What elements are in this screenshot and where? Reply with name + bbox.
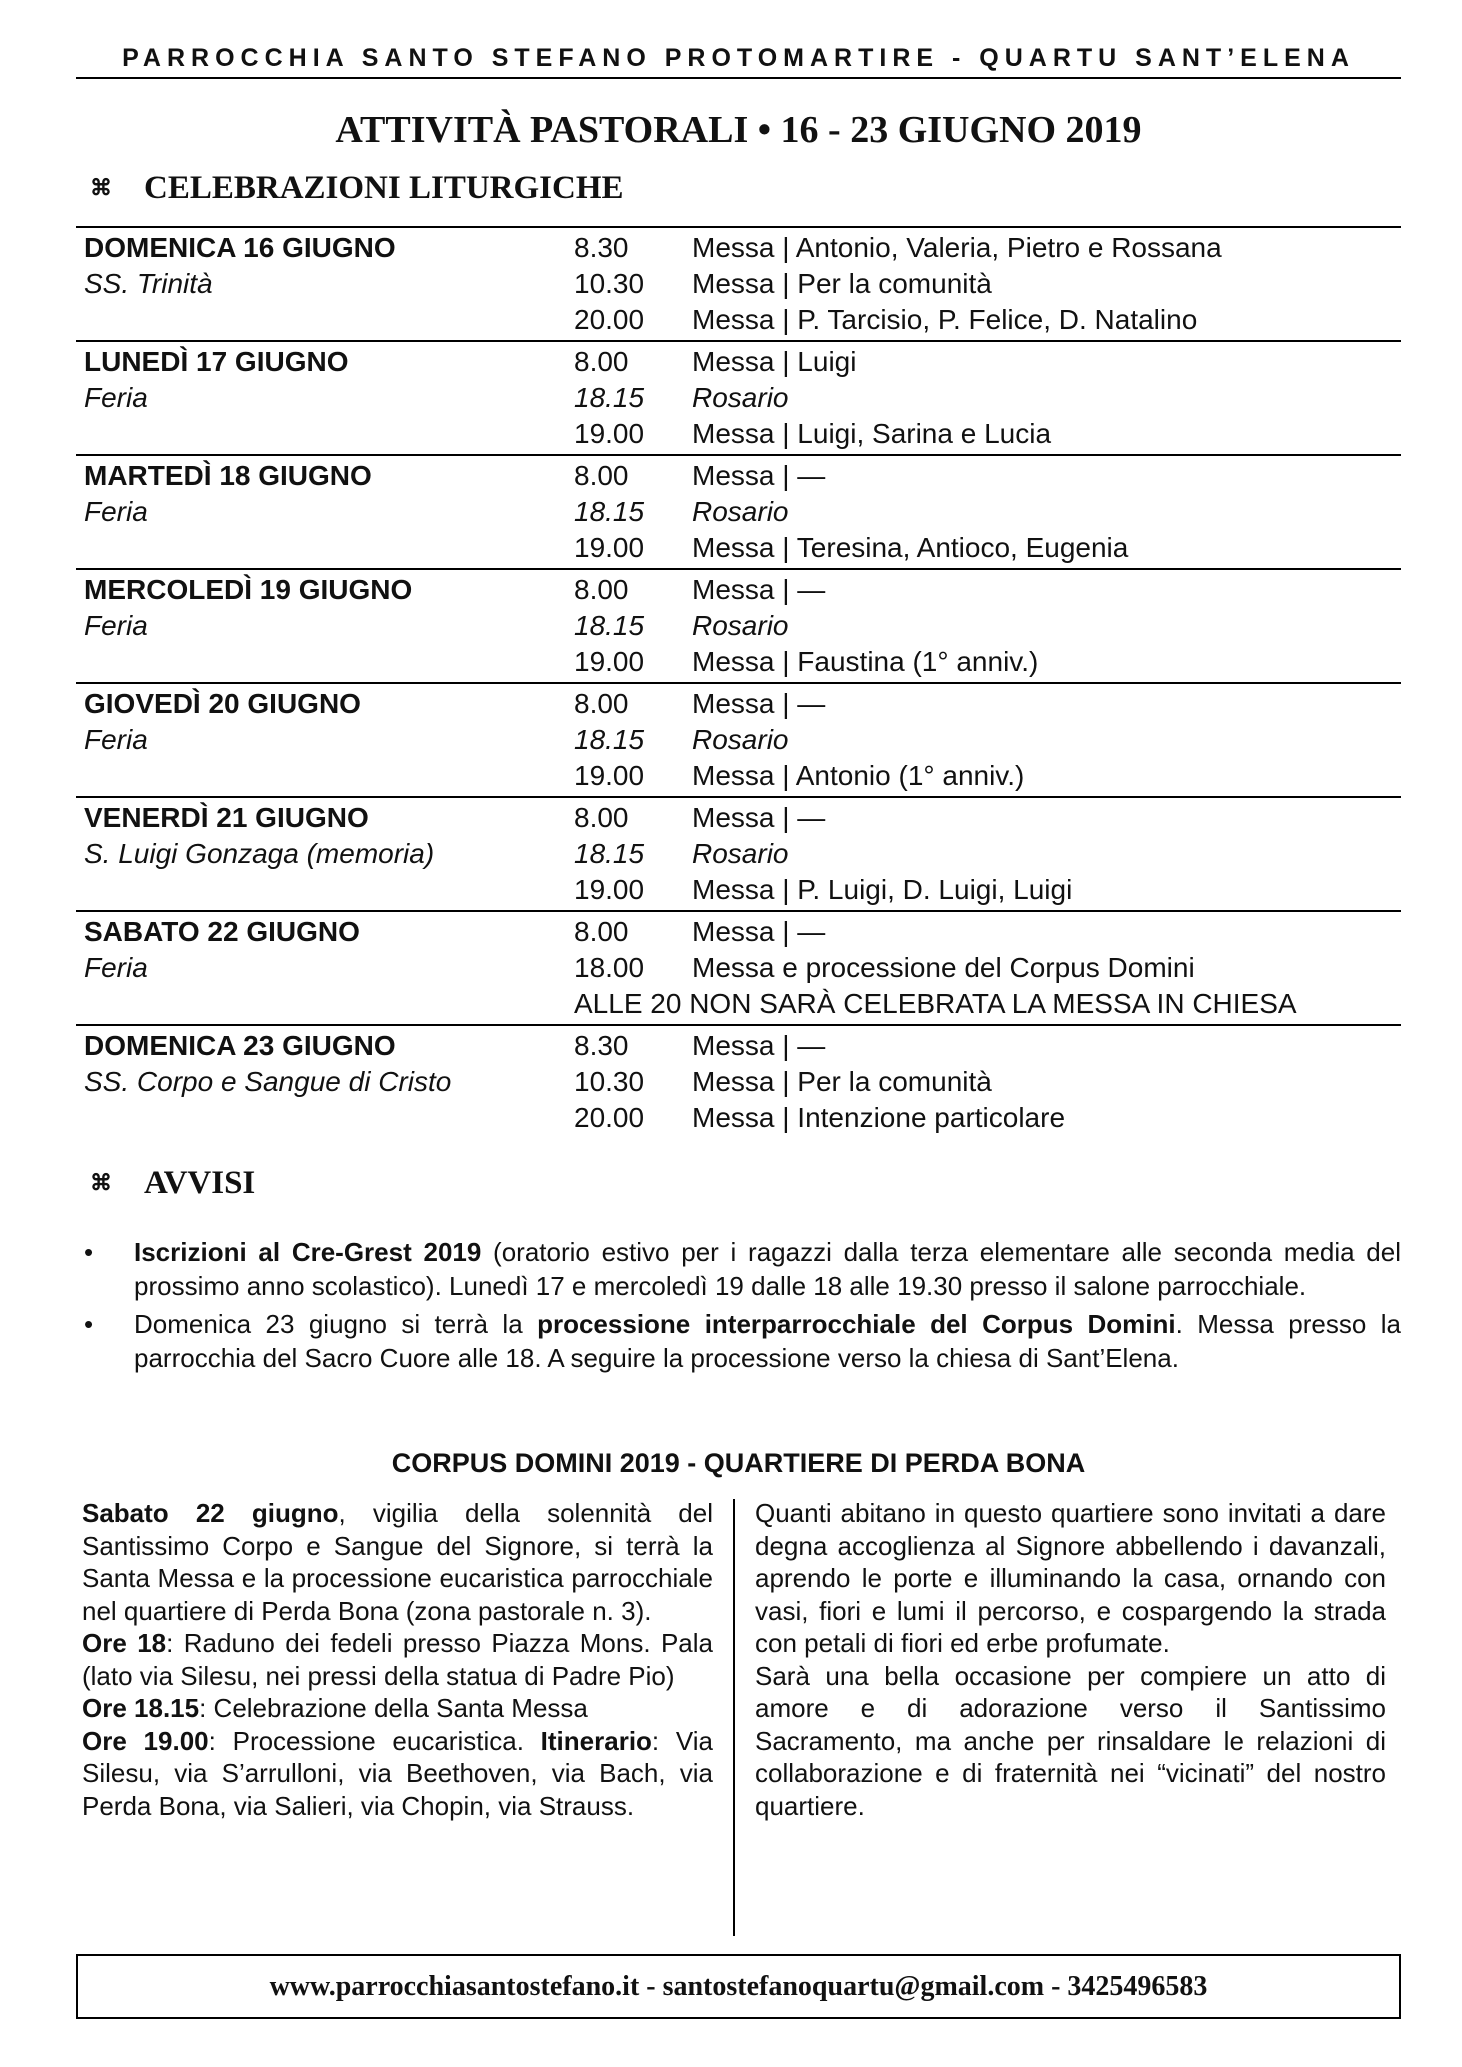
celebration: Messa | Antonio, Valeria, Pietro e Rossana	[692, 232, 1222, 263]
liturgical-day: SS. Trinità	[84, 268, 213, 299]
celebration: Messa | Teresina, Antioco, Eugenia	[692, 532, 1129, 563]
page-title: ATTIVITÀ PASTORALI • 16 - 23 GIUGNO 2019	[335, 109, 1142, 151]
celebration: Messa | P. Tarcisio, P. Felice, D. Natalino	[692, 304, 1198, 335]
corpus-paragraph: Quanti abitano in questo quartiere sono invitati a dare degna accoglienza al Signore abbellendo i davanzali, aprendo le porte e illuminando la casa, ornando con vasi, fiori e lumi il percorso, e cospargendo la strada con petali di fiori ed erbe profumate.	[755, 1498, 1386, 1658]
celebration: Messa | Per la comunità	[692, 268, 992, 299]
day-block	[76, 1026, 1401, 1138]
time: 20.00	[574, 304, 645, 335]
schedule-row	[76, 230, 1401, 266]
day-block	[76, 798, 1401, 912]
section-title: AVVISI	[144, 1165, 256, 1201]
schedule-table	[76, 226, 1401, 1138]
celebration: Messa | —	[692, 916, 826, 947]
bullet-icon: •	[84, 1237, 94, 1267]
celebration: Messa | —	[692, 574, 826, 605]
day-block	[76, 684, 1401, 798]
time: 19.00	[574, 874, 645, 905]
day-name: LUNEDÌ 17 GIUGNO	[84, 346, 349, 377]
day-name: MERCOLEDÌ 19 GIUGNO	[84, 574, 413, 605]
notice-text-post: (oratorio estivo per i ragazzi dalla terza elementare alle seconda media del prossimo anno scolastico). Lunedì 17 e mercoledì 19 dalle 18 alle 19.30 presso il salone parrocchiale.	[134, 1237, 1401, 1301]
schedule-row	[76, 836, 1401, 872]
day-name: DOMENICA 23 GIUGNO	[84, 1030, 396, 1061]
time: 8.00	[574, 460, 629, 491]
schedule-row	[76, 686, 1401, 722]
liturgical-day: S. Luigi Gonzaga (memoria)	[84, 838, 435, 869]
corpus-title: CORPUS DOMINI 2019 - QUARTIERE DI PERDA BONA	[391, 1448, 1086, 1478]
time: 8.00	[574, 688, 629, 719]
schedule-row	[76, 986, 1401, 1022]
time: 18.15	[574, 838, 645, 869]
notice-text	[134, 1309, 1401, 1373]
parish-header: PARROCCHIA SANTO STEFANO PROTOMARTIRE - QUARTU SANT’ELENA	[122, 44, 1355, 72]
schedule-row	[76, 572, 1401, 608]
corpus-text: : Via Silesu, via S’arrulloni, via Beethoven, via Bach, via Perda Bona, via Salieri, via Chopin, via Strauss.	[82, 1725, 714, 1821]
day-block	[76, 570, 1401, 684]
time: 18.00	[574, 952, 645, 983]
celebration: Rosario	[692, 610, 789, 641]
day-name: SABATO 22 GIUGNO	[84, 916, 360, 947]
corpus-paragraph	[82, 1497, 713, 1627]
cross-marker-icon: ⌘	[90, 175, 112, 200]
notice-list	[76, 1235, 1401, 1379]
bulletin-page	[76, 0, 1401, 2067]
liturgical-day: Feria	[84, 724, 148, 755]
celebration: Messa | P. Luigi, D. Luigi, Luigi	[692, 874, 1073, 905]
section-notices	[90, 1165, 255, 1202]
cross-marker-icon: ⌘	[90, 1170, 112, 1195]
schedule-row	[76, 722, 1401, 758]
section-liturgy	[90, 170, 624, 207]
celebration: Messa | —	[692, 802, 826, 833]
schedule-row	[76, 302, 1401, 338]
schedule-row	[76, 1064, 1401, 1100]
time: 10.30	[574, 1066, 645, 1097]
time: 8.00	[574, 916, 629, 947]
time: 18.15	[574, 496, 645, 527]
corpus-columns	[82, 1497, 1392, 1936]
footer-contacts: www.parrocchiasantostefano.it - santostefanoquartu@gmail.com - 3425496583	[76, 1954, 1401, 2019]
schedule-row	[76, 494, 1401, 530]
liturgical-day: Feria	[84, 610, 148, 641]
schedule-row	[76, 416, 1401, 452]
corpus-bold: Ore 18	[82, 1628, 167, 1658]
schedule-row	[76, 1028, 1401, 1064]
liturgical-day: SS. Corpo e Sangue di Cristo	[84, 1066, 452, 1097]
day-block	[76, 456, 1401, 570]
celebration: Messa | Luigi	[692, 346, 857, 377]
schedule-row	[76, 872, 1401, 908]
time: 19.00	[574, 760, 645, 791]
time: 18.15	[574, 610, 645, 641]
liturgical-day: Feria	[84, 382, 148, 413]
celebration: Rosario	[692, 382, 789, 413]
day-block	[76, 228, 1401, 342]
schedule-note: ALLE 20 NON SARÀ CELEBRATA LA MESSA IN CHIESA	[574, 988, 1297, 1019]
time: 8.00	[574, 346, 629, 377]
notice-item	[76, 1235, 1401, 1303]
celebration: Messa | Intenzione particolare	[692, 1102, 1066, 1133]
time: 8.30	[574, 1030, 629, 1061]
corpus-text: : Processione eucaristica.	[208, 1725, 541, 1756]
celebration: Messa | —	[692, 688, 826, 719]
corpus-right-column	[735, 1497, 1386, 1936]
section-title: CELEBRAZIONI LITURGICHE	[144, 170, 624, 206]
notice-highlight: Iscrizioni al Cre-Grest 2019	[134, 1237, 482, 1267]
corpus-text: , vigilia della solennità del Santissimo Corpo e Sangue del Signore, si terrà la Santa Messa e la processione eucaristica parrocchiale nel quartiere di Perda Bona (zona pastorale n. 3).	[82, 1498, 713, 1626]
bullet-icon: •	[84, 1309, 94, 1339]
celebration: Messa | Antonio (1° anniv.)	[692, 760, 1025, 791]
celebration: Messa | —	[692, 460, 826, 491]
celebration: Messa | Luigi, Sarina e Lucia	[692, 418, 1052, 449]
schedule-row	[76, 914, 1401, 950]
notice-text-pre: Domenica 23 giugno si terrà la	[134, 1309, 538, 1339]
day-block	[76, 342, 1401, 456]
corpus-paragraph	[82, 1725, 713, 1823]
corpus-text: : Celebrazione della Santa Messa	[199, 1693, 588, 1723]
schedule-row	[76, 608, 1401, 644]
corpus-text: : Raduno dei fedeli presso Piazza Mons. Pala (lato via Silesu, nei pressi della statua di Padre Pio)	[82, 1628, 713, 1691]
schedule-row	[76, 266, 1401, 302]
time: 18.15	[574, 724, 645, 755]
corpus-left-column	[82, 1497, 733, 1936]
celebration: Messa | Per la comunità	[692, 1066, 992, 1097]
schedule-row	[76, 644, 1401, 680]
time: 18.15	[574, 382, 645, 413]
time: 19.00	[574, 532, 645, 563]
liturgical-day: Feria	[84, 952, 148, 983]
celebration: Messa | —	[692, 1030, 826, 1061]
notice-text-post: . Messa presso la parrocchia del Sacro Cuore alle 18. A seguire la processione verso la chiesa di Sant’Elena.	[134, 1309, 1401, 1373]
time: 8.00	[574, 802, 629, 833]
day-name: MARTEDÌ 18 GIUGNO	[84, 460, 372, 491]
corpus-bold: Ore 19.00	[82, 1725, 209, 1756]
time: 8.30	[574, 232, 629, 263]
schedule-row	[76, 380, 1401, 416]
time: 10.30	[574, 268, 645, 299]
time: 19.00	[574, 418, 645, 449]
celebration: Rosario	[692, 838, 789, 869]
celebration: Rosario	[692, 496, 789, 527]
time: 8.00	[574, 574, 629, 605]
day-name: DOMENICA 16 GIUGNO	[84, 232, 396, 263]
schedule-row	[76, 800, 1401, 836]
corpus-bold: Sabato 22 giugno	[82, 1498, 339, 1528]
schedule-row	[76, 458, 1401, 494]
day-name: GIOVEDÌ 20 GIUGNO	[84, 688, 361, 719]
time: 20.00	[574, 1102, 645, 1133]
time: 19.00	[574, 646, 645, 677]
schedule-row	[76, 1100, 1401, 1136]
schedule-row	[76, 530, 1401, 566]
notice-highlight: processione interparrocchiale del Corpus Domini	[537, 1309, 1176, 1339]
day-block	[76, 912, 1401, 1026]
corpus-bold: Ore 18.15	[82, 1693, 200, 1723]
day-name: VENERDÌ 21 GIUGNO	[84, 802, 369, 833]
header-rule	[76, 77, 1401, 79]
celebration: Messa | Faustina (1° anniv.)	[692, 646, 1039, 677]
corpus-paragraph	[82, 1627, 713, 1692]
notice-text	[134, 1237, 1401, 1301]
schedule-row	[76, 344, 1401, 380]
celebration: Messa e processione del Corpus Domini	[692, 952, 1195, 983]
celebration: Rosario	[692, 724, 789, 755]
corpus-paragraph	[82, 1692, 713, 1725]
schedule-row	[76, 950, 1401, 986]
notice-item	[76, 1307, 1401, 1375]
corpus-bold: Itinerario	[540, 1725, 652, 1756]
schedule-row	[76, 758, 1401, 794]
liturgical-day: Feria	[84, 496, 148, 527]
corpus-paragraph: Sarà una bella occasione per compiere un atto di amore e di adorazione verso il Santissimo Sacramento, ma anche per rinsaldare le relazioni di collaborazione e di fraternità nei “vicinati” del nostro quartiere.	[755, 1660, 1386, 1821]
